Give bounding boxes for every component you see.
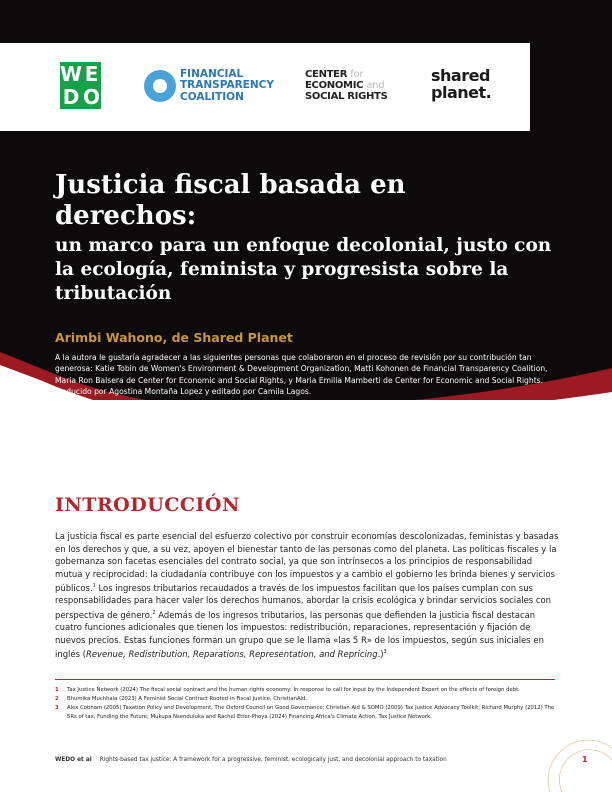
shared-planet-logo: shared planet. xyxy=(431,66,492,102)
wedo-letter: W xyxy=(60,61,83,86)
footnote-ref[interactable]: 1 xyxy=(92,583,96,589)
introduction-paragraph: La justicia fiscal es parte esencial del esfuerzo colectivo por construir economías descolonizadas, feministas y basadas en los derechos y que, a su vez, apoyen el bienestar tanto de las personas como del planeta. Las políticas fiscales y la gobernanza son facetas esenciales del contrato social, ya que son intrínsecos a los principios de responsabilidad mutua y reciprocidad: la ciudadanía contribuye con los impuestos y a cambio el gobierno les brinda bienes y servicios públicos.$^1$ Los ingresos tributarios recaudados a través de los impuestos facilitan que los países cumplan con sus responsabilidades para hacer valer los derechos humanos, abordar la crisis ecológica y brindar servicios sociales con perspectiva de género.$^2$ Además de los ingresos tributarios, las personas que defienden la justicia fiscal destacan cuatro funciones adicionales que tienen los impuestos: redistribución, reparaciones, representación y fijación de nuevos precios. Estas funciones forman un grupo que se le llama «las 5 R» de los impuestos, según sus iniciales en inglés (Revenue, Redistribution, Reparations, Representation, and Repricing.)$^3$ xyxy=(55,531,559,659)
wedo-letter: O xyxy=(83,85,101,110)
document-title: Justicia fiscal basada en derechos: xyxy=(55,170,406,231)
corner-decoration xyxy=(540,730,612,792)
cesr-logo: CENTER for ECONOMIC and SOCIAL RIGHTS xyxy=(305,69,388,102)
wedo-letter: E xyxy=(84,61,99,86)
footnote-ref[interactable]: 3 xyxy=(383,649,387,656)
section-heading-introduction: INTRODUCCIÓN xyxy=(55,494,240,516)
footnotes xyxy=(55,686,560,722)
ftc-logo-line: COALITION xyxy=(180,90,244,103)
footer-text: Rights-based tax justice: A framework for a progressive, feminist, ecologically just, and decolonial approach to taxation xyxy=(99,757,447,763)
footnote-item: 3 Alex Cobham (2005) Taxation Policy and Development, The Oxford Council on Good Governance; Christian Aid & SOMO (2009) Tax Justice Advocacy Toolkit; Richard Murphy (2012) The 5Rs of tax, Funding the Future; Mukupa Nsenduluka and Rachel Etter-Phoya (2024) Financing Africa's Climate Action, Tax Justice Network. xyxy=(55,705,555,720)
acknowledgement-paragraph: A la autora le gustaría agradecer a las siguientes personas que colaboraron en el proceso de revisión por su contribución tan generosa: Katie Tobin de Women's Environment & Development Organization, Matti Kohonen de Financial Transparency Coalition, Maria Ron Balsera de Center for Economic and Social Rights, y Maria Emilia Mamberti de Center for Economic and Social Rights. Traducido por Agostina Montaña Lopez y editado por Camila Lagos. xyxy=(55,353,548,397)
author-line: Arimbi Wahono, de Shared Planet xyxy=(55,330,293,345)
page-number: 1 xyxy=(582,755,588,764)
footnote-item: 2 Bhumika Muchhala (2023) A Feminist Social Contract Rooted in Fiscal Justice, ChristianAid. xyxy=(55,696,308,702)
footer-org: WEDO et al xyxy=(55,757,92,763)
document-subtitle: un marco para un enfoque decolonial, justo con la ecología, feminista y progresista sobre la tributación xyxy=(55,235,552,304)
ftc-logo xyxy=(144,65,274,107)
wedo-logo xyxy=(60,62,101,109)
footnote-ref[interactable]: 2 xyxy=(152,609,156,616)
globe-ring-icon xyxy=(144,70,176,102)
ftc-logo-line: FINANCIAL xyxy=(180,67,244,80)
footnote-item: 1 Tax Justice Network (2024) The fiscal social contract and the human rights economy: In response to call for input by the Independent Expert on the effects of foreign debt. xyxy=(55,687,520,693)
ftc-logo-line: TRANSPARENCY xyxy=(180,79,274,92)
partner-logo-bar xyxy=(0,43,530,131)
wedo-letter: D xyxy=(62,85,80,110)
footnote-divider xyxy=(55,679,555,680)
page-footer xyxy=(55,757,447,763)
